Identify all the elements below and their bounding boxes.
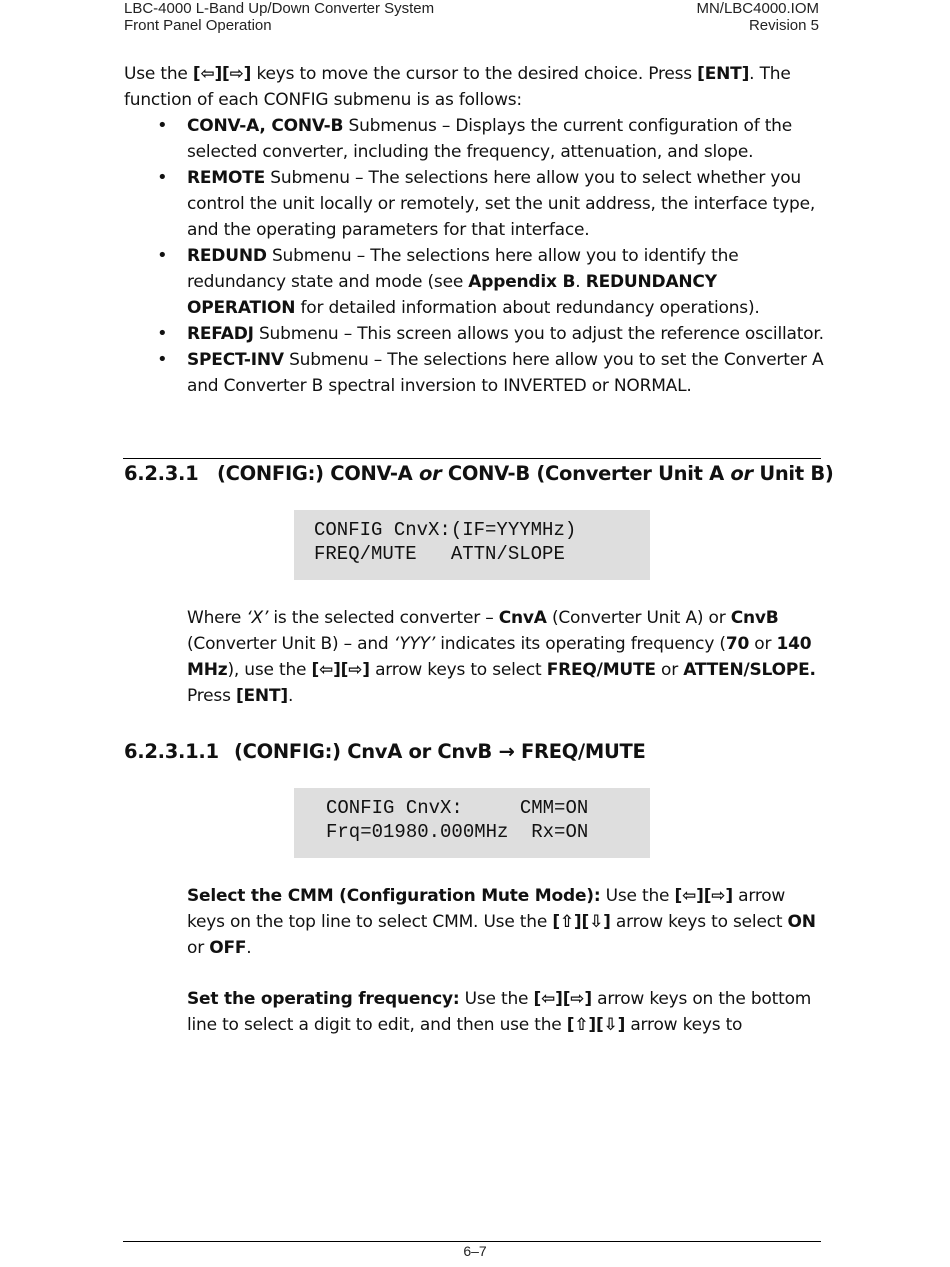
page-number: 6–7 xyxy=(463,1243,487,1259)
display-line-2: FREQ/MUTE ATTN/SLOPE xyxy=(314,543,565,565)
ent-key: [ENT] xyxy=(697,64,750,84)
intro-paragraph: Use the [⇦][⇨] keys to move the cursor to the desired choice. Press [ENT]. The function of each CONFIG submenu is as follows: xyxy=(124,64,791,110)
section-number: 6.2.3.1 xyxy=(124,462,199,485)
converter-description: Where ‘X’ is the selected converter – CnvA (Converter Unit A) or CnvB (Converter Unit B) – and ‘YYY’ indicates its operating frequency (70 or 140 MHz), use the [⇦][⇨] arrow keys to select FREQ/MUTE or ATTEN/SLOPE. Press [ENT]. xyxy=(187,608,816,706)
up-down-keys: [⇧][⇩] xyxy=(566,1015,626,1035)
display-line-2: Frq=01980.000MHz Rx=ON xyxy=(326,821,589,843)
footer-divider xyxy=(123,1241,821,1242)
bullet-icon: • xyxy=(157,115,168,136)
front-panel-display xyxy=(294,788,650,858)
left-right-keys: [⇦][⇨] xyxy=(674,886,733,906)
cmm-instructions: Select the CMM (Configuration Mute Mode): Use the [⇦][⇨] arrow keys on the top line to select CMM. Use the [⇧][⇩] arrow keys to select ON or OFF. xyxy=(187,886,816,958)
document-title: LBC-4000 L-Band Up/Down Converter System xyxy=(124,0,435,17)
bullet-icon: • xyxy=(157,167,168,188)
bullet-icon: • xyxy=(157,245,168,266)
bullet-icon: • xyxy=(157,323,168,344)
section-divider xyxy=(123,458,821,459)
list-item: • SPECT-INV Submenu – The selections here allow you to set the Converter A and Converter B spectral inversion to INVERTED or NORMAL. xyxy=(157,349,824,396)
list-item: • REDUND Submenu – The selections here allow you to identify the redundancy state and mode (see Appendix B. REDUNDANCY OPERATION for detailed information about redundancy operations). xyxy=(157,245,760,318)
page-header-right xyxy=(696,0,819,34)
page-header-left xyxy=(124,0,434,34)
section-heading: 6.2.3.1 (CONFIG:) CONV-A or CONV-B (Converter Unit A or Unit B) xyxy=(124,462,834,485)
chapter-title: Front Panel Operation xyxy=(124,17,272,34)
appendix-reference: Appendix B xyxy=(468,272,576,292)
up-down-keys: [⇧][⇩] xyxy=(552,912,611,932)
list-item: • CONV-A, CONV-B Submenus – Displays the current configuration of the selected converter, including the frequency, attenuation, and slope. xyxy=(157,115,792,162)
manual-number: MN/LBC4000.IOM xyxy=(696,0,819,17)
list-item: • REMOTE Submenu – The selections here allow you to select whether you control the unit locally or remotely, set the unit address, the interface type, and the operating parameters for that interface. xyxy=(157,167,816,240)
front-panel-display xyxy=(294,510,650,580)
frequency-instructions: Set the operating frequency: Use the [⇦][⇨] arrow keys on the bottom line to select a digit to edit, and then use the [⇧][⇩] arrow keys to xyxy=(187,989,812,1035)
ent-key: [ENT] xyxy=(235,686,288,706)
display-line-1: CONFIG CnvX:(IF=YYYMHz) xyxy=(314,519,577,541)
revision-label: Revision 5 xyxy=(748,17,819,34)
left-right-keys: [⇦][⇨] xyxy=(533,989,592,1009)
list-item: • REFADJ Submenu – This screen allows you to adjust the reference oscillator. xyxy=(124,321,824,347)
left-right-keys: [⇦][⇨] xyxy=(311,660,370,680)
right-arrow-icon: → xyxy=(498,740,515,763)
section-number: 6.2.3.1.1 xyxy=(124,740,219,763)
subsection-heading: 6.2.3.1.1 (CONFIG:) CnvA or CnvB → FREQ/MUTE xyxy=(124,740,646,763)
display-line-1: CONFIG CnvX: CMM=ON xyxy=(326,797,589,819)
submenu-list xyxy=(124,113,824,399)
left-right-keys: [⇦][⇨] xyxy=(192,64,252,84)
bullet-icon: • xyxy=(157,349,168,370)
